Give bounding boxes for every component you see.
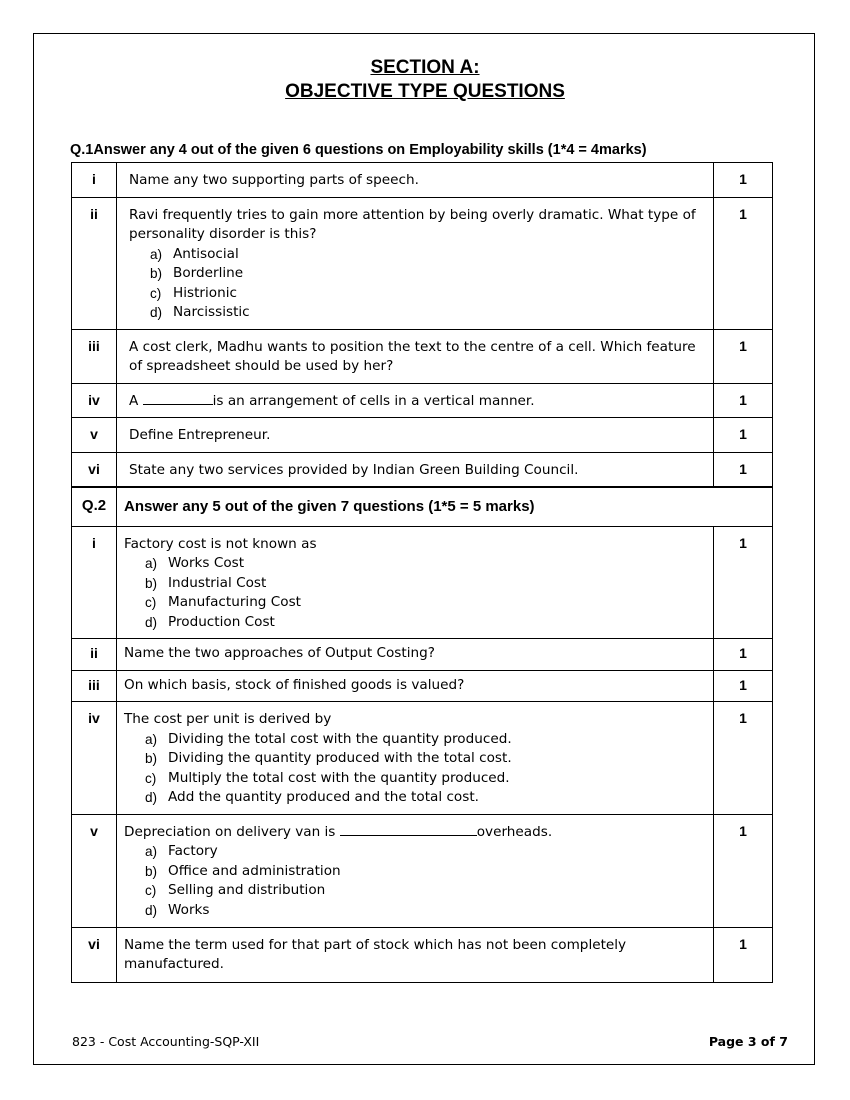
question-number: ii xyxy=(72,197,117,329)
option-item xyxy=(150,303,705,323)
question-text: Define Entrepreneur. xyxy=(117,418,714,453)
option-item xyxy=(145,593,705,613)
option-text: Histrionic xyxy=(173,284,237,301)
option-item xyxy=(145,613,705,633)
question-body xyxy=(117,814,714,927)
option-label: a) xyxy=(145,844,158,859)
q1-heading: Q.1Answer any 4 out of the given 6 questions on Employability skills (1*4 = 4marks) xyxy=(70,142,647,158)
question-marks: 1 xyxy=(713,670,772,702)
table-row xyxy=(72,329,773,383)
option-item xyxy=(145,730,705,750)
option-text: Antisocial xyxy=(173,245,239,262)
question-text: On which basis, stock of finished goods is valued? xyxy=(117,670,714,702)
q1-table xyxy=(71,162,773,487)
option-list xyxy=(124,554,705,632)
option-item xyxy=(145,881,705,901)
option-item xyxy=(150,245,705,265)
option-label: b) xyxy=(150,266,163,281)
question-marks: 1 xyxy=(713,639,772,671)
option-label: a) xyxy=(145,731,158,747)
table-row xyxy=(72,702,773,815)
option-text: Multiply the total cost with the quantity produced. xyxy=(168,769,510,786)
fill-in-blank xyxy=(340,823,477,836)
option-label: b) xyxy=(145,575,158,591)
table-row xyxy=(72,639,773,671)
option-list xyxy=(124,842,705,920)
question-text-before: Depreciation on delivery van is xyxy=(124,823,336,840)
option-text: Manufacturing Cost xyxy=(168,594,301,610)
question-text-before: A xyxy=(129,392,139,409)
question-marks: 1 xyxy=(714,329,773,383)
question-number: iv xyxy=(72,383,117,418)
option-label: c) xyxy=(145,883,157,898)
option-label: d) xyxy=(150,305,163,320)
question-text: Factory cost is not known as xyxy=(124,535,317,552)
question-body xyxy=(117,702,714,815)
table-header-row xyxy=(72,487,773,526)
option-text: Works Cost xyxy=(168,555,245,571)
option-text: Dividing the total cost with the quantity produced. xyxy=(168,730,512,747)
option-item xyxy=(145,574,705,594)
table-row xyxy=(72,814,773,927)
option-label: c) xyxy=(150,285,162,301)
option-label: d) xyxy=(145,614,158,630)
option-label: d) xyxy=(145,790,158,805)
table-row xyxy=(72,383,773,418)
table-row xyxy=(72,452,773,487)
option-text: Office and administration xyxy=(168,862,341,879)
option-item xyxy=(145,554,705,574)
question-number: vi xyxy=(72,927,117,982)
option-text: Borderline xyxy=(173,265,244,281)
question-number: iv xyxy=(72,702,117,815)
question-text: Name any two supporting parts of speech. xyxy=(117,163,714,198)
option-label: d) xyxy=(145,902,158,918)
option-text: Factory xyxy=(168,843,218,859)
question-marks: 1 xyxy=(714,452,773,487)
question-marks: 1 xyxy=(714,418,773,453)
table-row xyxy=(72,197,773,329)
question-marks: 1 xyxy=(713,814,772,927)
option-label: c) xyxy=(145,595,157,610)
question-marks: 1 xyxy=(713,702,772,815)
question-body xyxy=(117,383,714,418)
question-marks: 1 xyxy=(714,383,773,418)
fill-in-blank xyxy=(143,392,213,405)
question-body xyxy=(117,526,714,639)
option-text: Dividing the quantity produced with the total cost. xyxy=(168,750,512,766)
question-text: A cost clerk, Madhu wants to position the text to the centre of a cell. Which feature of spreadsheet should be used by her? xyxy=(117,329,714,383)
question-number: vi xyxy=(72,452,117,487)
option-label: b) xyxy=(145,863,158,879)
section-title: SECTION A: xyxy=(370,57,480,78)
footer-document-id: 823 - Cost Accounting-SQP-XII xyxy=(72,1034,260,1049)
question-number: ii xyxy=(72,639,117,671)
option-list xyxy=(124,730,705,808)
option-item xyxy=(145,749,705,769)
option-item xyxy=(150,284,705,304)
question-number: v xyxy=(72,814,117,927)
option-text: Narcissistic xyxy=(173,304,250,320)
q2-table xyxy=(71,486,773,983)
question-text xyxy=(124,823,705,843)
option-text: Add the quantity produced and the total cost. xyxy=(168,789,479,805)
question-number: iii xyxy=(72,329,117,383)
q2-heading: Answer any 5 out of the given 7 questions (1*5 = 5 marks) xyxy=(117,487,773,526)
question-text: Name the two approaches of Output Costing? xyxy=(117,639,714,671)
question-body xyxy=(117,197,714,329)
option-item xyxy=(145,862,705,882)
option-item xyxy=(145,901,705,921)
option-item xyxy=(145,842,705,862)
question-number: iii xyxy=(72,670,117,702)
question-text: Ravi frequently tries to gain more attention by being overly dramatic. What type of personality disorder is this? xyxy=(129,206,696,242)
option-label: a) xyxy=(150,246,163,262)
option-item xyxy=(150,264,705,284)
option-text: Industrial Cost xyxy=(168,574,267,591)
option-label: c) xyxy=(145,770,157,786)
option-list xyxy=(129,245,705,323)
question-number: v xyxy=(72,418,117,453)
option-text: Works xyxy=(168,901,210,918)
option-item xyxy=(145,769,705,789)
option-label: b) xyxy=(145,751,158,766)
question-text-after: is an arrangement of cells in a vertical manner. xyxy=(212,392,535,409)
question-marks: 1 xyxy=(713,526,772,639)
q2-number: Q.2 xyxy=(72,487,117,526)
table-row xyxy=(72,163,773,198)
option-label: a) xyxy=(145,556,158,571)
question-text: Name the term used for that part of stock which has not been completely manufactured. xyxy=(117,927,714,982)
question-text: State any two services provided by Indian Green Building Council. xyxy=(117,452,714,487)
question-text: The cost per unit is derived by xyxy=(124,711,332,727)
question-marks: 1 xyxy=(714,163,773,198)
option-text: Selling and distribution xyxy=(168,882,326,898)
table-row xyxy=(72,418,773,453)
footer-page-number: Page 3 of 7 xyxy=(708,1034,788,1049)
section-subtitle: OBJECTIVE TYPE QUESTIONS xyxy=(285,81,565,102)
question-marks: 1 xyxy=(713,927,772,982)
option-text: Production Cost xyxy=(168,613,275,630)
table-row xyxy=(72,927,773,982)
table-row xyxy=(72,670,773,702)
question-number: i xyxy=(72,526,117,639)
question-number: i xyxy=(72,163,117,198)
option-item xyxy=(145,788,705,808)
question-marks: 1 xyxy=(714,197,773,329)
table-row xyxy=(72,526,773,639)
question-text-after: overheads. xyxy=(476,823,553,840)
